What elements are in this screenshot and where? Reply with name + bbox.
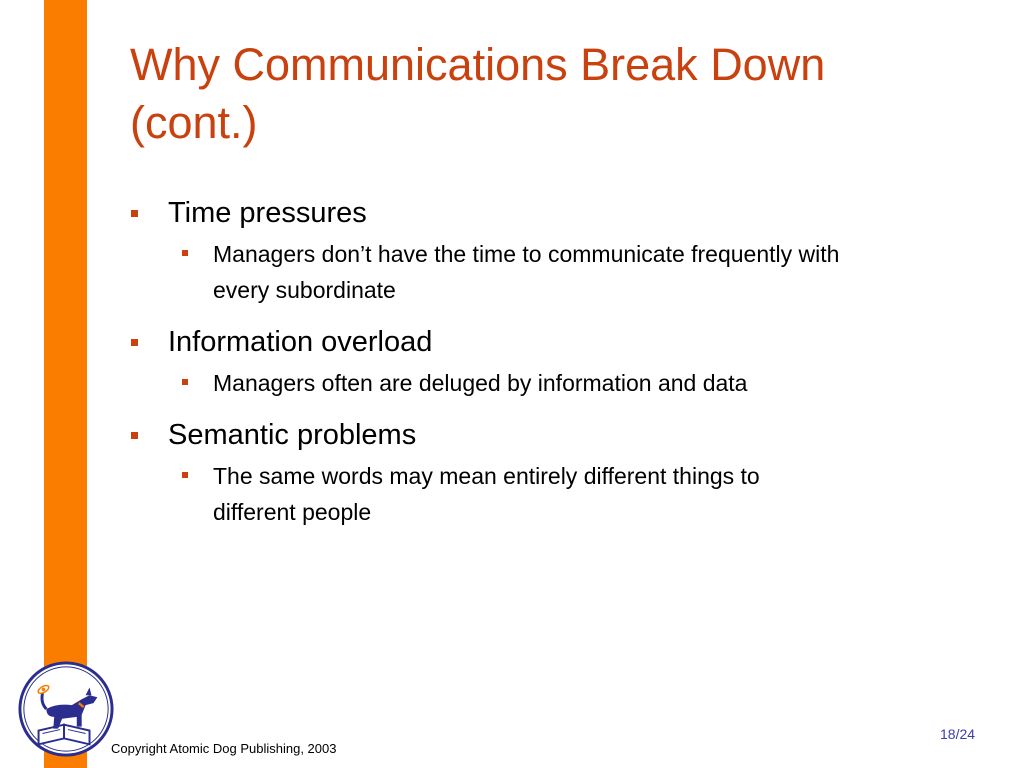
bullet-text: Information overload xyxy=(168,326,433,358)
slide-title xyxy=(130,36,990,152)
bullet-square-icon xyxy=(182,379,188,385)
sub-bullet-item xyxy=(130,236,1000,308)
bullet-square-icon xyxy=(131,432,138,439)
sub-bullet-text-line: Managers don’t have the time to communicate frequently with xyxy=(213,241,840,267)
copyright-text: Copyright Atomic Dog Publishing, 2003 xyxy=(111,741,337,756)
atomic-dog-logo xyxy=(17,660,115,758)
page-number: 18/24 xyxy=(940,726,976,742)
sub-bullet-text-line: every subordinate xyxy=(213,277,396,303)
slide-title-line-2: (cont.) xyxy=(130,97,258,148)
bullet-square-icon xyxy=(182,250,188,256)
sub-bullet-item xyxy=(130,458,1000,530)
slide-title-line-1: Why Communications Break Down xyxy=(130,39,826,90)
bullet-item xyxy=(130,193,1000,308)
bullet-item xyxy=(130,415,1000,530)
sub-bullet-text-line: different people xyxy=(213,499,372,525)
bullet-item xyxy=(130,322,1000,401)
bullet-text: Semantic problems xyxy=(168,419,417,451)
left-accent-bar xyxy=(44,0,87,768)
bullet-square-icon xyxy=(182,472,188,478)
bullet-list xyxy=(130,193,1000,541)
bullet-text: Time pressures xyxy=(168,197,367,229)
sub-bullet-text-line: Managers often are deluged by information and data xyxy=(213,370,748,396)
sub-bullet-text-line: The same words may mean entirely different things to xyxy=(213,463,760,489)
sub-bullet-item xyxy=(130,365,1000,401)
bullet-square-icon xyxy=(131,339,138,346)
bullet-square-icon xyxy=(131,210,138,217)
